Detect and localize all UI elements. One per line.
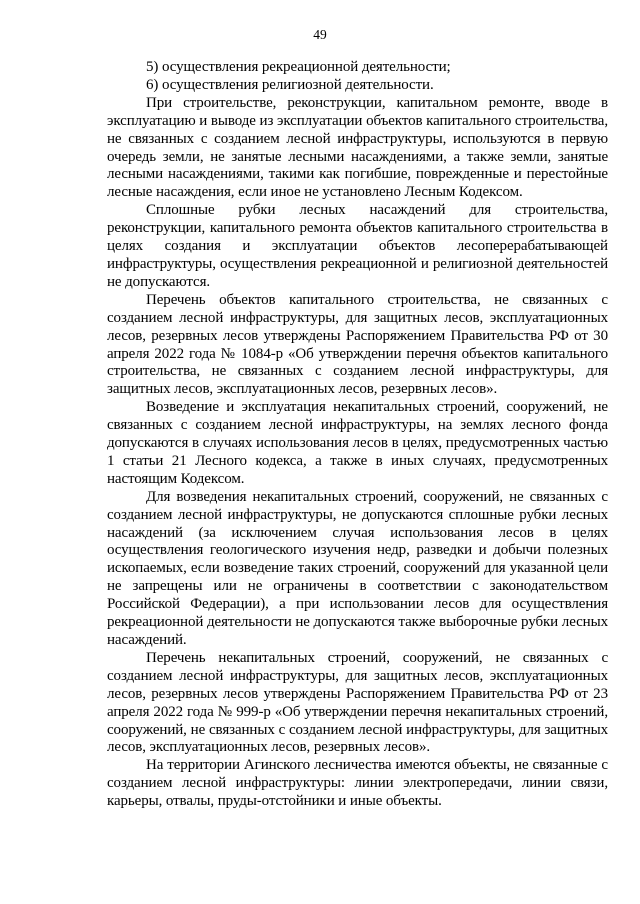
page-number: 49 — [313, 27, 327, 42]
paragraph-noncapital-objects-list: Перечень некапитальных строений, сооружений, не связанных с созданием лесной инфраструктуры, для защитных лесов, эксплуатационных лесов, резервных лесов утверждены Распоряжением Правительства РФ от 23 апреля 2022 года № 999-р «Об утверждении перечня некапитальных строений, сооружений, не связанных с созданием лесной инфраструктуры, для защитных лесов, эксплуатационных лесов, резервных лесов». — [107, 649, 608, 756]
paragraph-noncapital-construction: Возведение и эксплуатация некапитальных строений, сооружений, не связанных с созданием лесной инфраструктуры, на землях лесного фонда допускаются в случаях использования лесов в целях, предусмотренных частью 1 статьи 21 Лесного кодекса, а также в иных случаях, предусмотренных настоящим Кодексом. — [107, 399, 608, 487]
paragraph-clear-cutting: Сплошные рубки лесных насаждений для строительства, реконструкции, капитального ремонта объектов капитального строительства в целях создания и эксплуатации объектов лесоперерабатывающей инфраструктуры, осуществления рекреационной и религиозной деятельностей не допускаются. — [107, 202, 608, 290]
paragraph-capital-objects-list: Перечень объектов капитального строительства, не связанных с созданием лесной инфраструктуры, для защитных лесов, эксплуатационных лесов, резервных лесов утверждены Распоряжением Правительства РФ от 30 апреля 2022 года № 1084-р «Об утверждении перечня объектов капитального строительства, не связанных с созданием лесной инфраструктуры, для защитных лесов, эксплуатационных лесов, резервных лесов». — [107, 291, 608, 398]
paragraph-construction-lands: При строительстве, реконструкции, капитальном ремонте, вводе в эксплуатацию и выводе из эксплуатации объектов капитального строительства, не связанных с созданием лесной инфраструктуры, используются в первую очередь земли, не занятые лесными насаждениями, а также земли, занятые лесными насаждениями, такими как погибшие, поврежденные и перестойные лесные насаждения, если иное не установлено Лесным Кодексом. — [107, 94, 608, 201]
document-body — [107, 59, 608, 811]
list-item-religious: 6) осуществления религиозной деятельности. — [146, 76, 434, 93]
list-item-recreational: 5) осуществления рекреационной деятельности; — [146, 59, 451, 75]
paragraph-noncapital-clear-cutting: Для возведения некапитальных строений, сооружений, не связанных с созданием лесной инфраструктуры, не допускаются сплошные рубки лесных насаждений (за исключением случая использования лесов в целях осуществления геологического изучения недр, разведки и добычи полезных ископаемых, если возведение таких строений, сооружений для указанной цели не запрещены или не ограничены в соответствии с законодательством Российской Федерации), а при использовании лесов для осуществления рекреационной деятельности не допускаются также выборочные рубки лесных насаждений. — [107, 488, 608, 648]
paragraph-aginsky-forestry: На территории Агинского лесничества имеются объекты, не связанные с созданием лесной инфраструктуры: линии электропередачи, линии связи, карьеры, отвалы, пруды-отстойники и иные объекты. — [107, 757, 608, 810]
